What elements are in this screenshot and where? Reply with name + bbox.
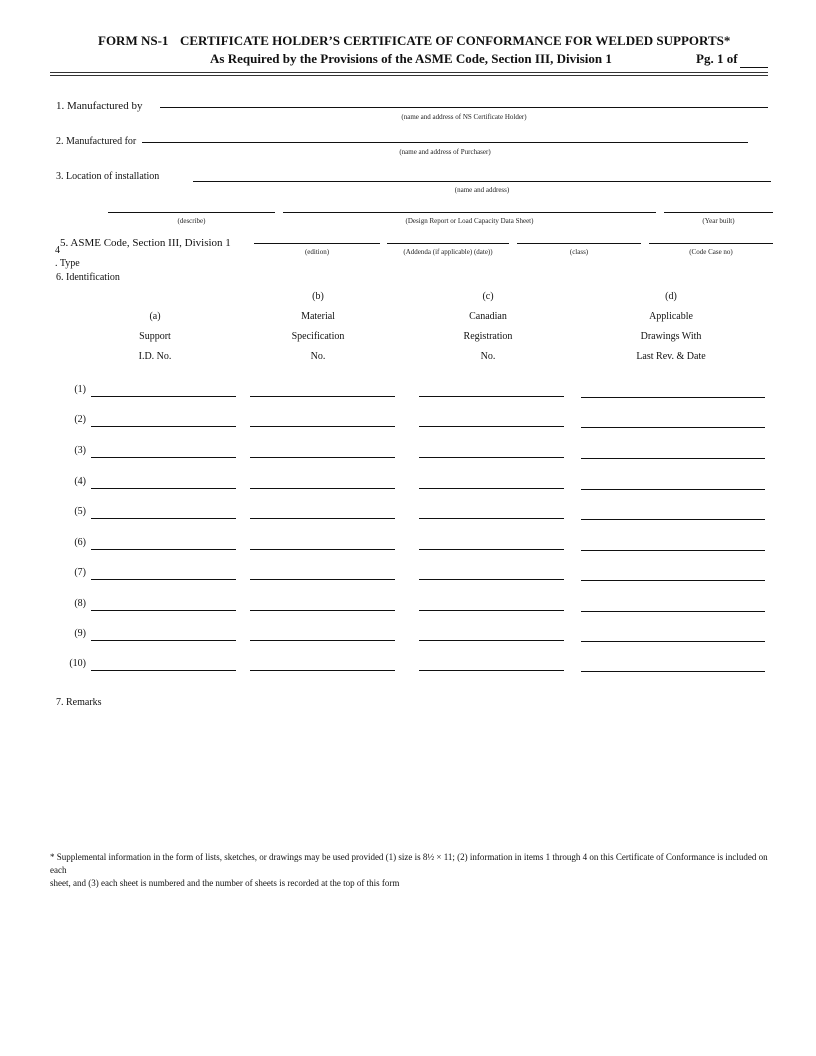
canadian-reg-field[interactable]	[419, 549, 564, 550]
manufactured-by-label: 1. Manufactured by	[56, 100, 143, 112]
location-label: 3. Location of installation	[56, 171, 160, 182]
form-title: CERTIFICATE HOLDER’S CERTIFICATE OF CONFORMANCE FOR WELDED SUPPORTS*	[180, 33, 731, 48]
edition-caption: (edition)	[304, 248, 330, 256]
row-number: (6)	[74, 537, 86, 548]
item-4-number: 4	[55, 245, 60, 256]
remarks-label: 7. Remarks	[56, 697, 102, 708]
row-number: (5)	[74, 506, 86, 517]
year-built-field[interactable]	[664, 212, 773, 213]
describe-caption: (describe)	[177, 217, 206, 225]
edition-field[interactable]	[254, 243, 380, 244]
footnote-line-2: sheet, and (3) each sheet is numbered and the number of sheets is recorded at the top of this form	[50, 878, 400, 888]
canadian-reg-field[interactable]	[419, 396, 564, 397]
class-caption: (class)	[569, 248, 589, 256]
support-id-field[interactable]	[91, 488, 236, 489]
column-c-line3: No.	[480, 351, 496, 362]
canadian-reg-field[interactable]	[419, 426, 564, 427]
footnote-line-1: * Supplemental information in the form of lists, sketches, or drawings may be used provided (1) size is 8½ × 11; (2) information in items 1 through 4 on this Certificate of Conformance is included on each	[50, 852, 768, 875]
addenda-caption: (Addenda (if applicable) (date))	[403, 248, 493, 256]
row-number: (10)	[69, 658, 86, 669]
identification-label: 6. Identification	[56, 272, 120, 283]
support-id-field[interactable]	[91, 549, 236, 550]
column-d-line1: Applicable	[649, 311, 693, 322]
row-number: (1)	[74, 384, 86, 395]
column-a-letter: (a)	[149, 311, 161, 322]
drawings-field[interactable]	[581, 641, 765, 642]
drawings-field[interactable]	[581, 519, 765, 520]
column-b-letter: (b)	[312, 291, 324, 302]
form-id: FORM NS-1	[98, 33, 169, 48]
canadian-reg-field[interactable]	[419, 640, 564, 641]
material-spec-field[interactable]	[250, 670, 395, 671]
drawings-field[interactable]	[581, 611, 765, 612]
support-id-field[interactable]	[91, 640, 236, 641]
material-spec-field[interactable]	[250, 457, 395, 458]
support-id-field[interactable]	[91, 426, 236, 427]
form-subtitle: As Required by the Provisions of the ASME Code, Section III, Division 1	[210, 51, 612, 66]
column-c-line2: Registration	[463, 331, 513, 342]
material-spec-field[interactable]	[250, 640, 395, 641]
column-d-line2: Drawings With	[640, 331, 702, 342]
page-count-field[interactable]	[740, 67, 768, 68]
location-field[interactable]	[193, 181, 771, 182]
design-report-field[interactable]	[283, 212, 656, 213]
drawings-field[interactable]	[581, 671, 765, 672]
location-caption: (name and address)	[454, 186, 510, 194]
material-spec-field[interactable]	[250, 549, 395, 550]
row-number: (8)	[74, 598, 86, 609]
column-d-letter: (d)	[665, 291, 677, 302]
drawings-field[interactable]	[581, 397, 765, 398]
addenda-field[interactable]	[387, 243, 509, 244]
header-divider	[50, 72, 768, 76]
support-id-field[interactable]	[91, 670, 236, 671]
material-spec-field[interactable]	[250, 518, 395, 519]
column-d-line3: Last Rev. & Date	[636, 351, 706, 362]
asme-code-label: 5. ASME Code, Section III, Division 1	[60, 237, 231, 249]
column-a-line2: Support	[139, 331, 171, 342]
column-c-line1: Canadian	[469, 311, 507, 322]
column-b-line1: Material	[301, 311, 335, 322]
material-spec-field[interactable]	[250, 426, 395, 427]
manufactured-by-field[interactable]	[160, 107, 768, 108]
class-field[interactable]	[517, 243, 641, 244]
material-spec-field[interactable]	[250, 488, 395, 489]
support-id-field[interactable]	[91, 610, 236, 611]
manufactured-for-field[interactable]	[142, 142, 748, 143]
column-c-letter: (c)	[482, 291, 494, 302]
design-report-caption: (Design Report or Load Capacity Data Sheet)	[405, 217, 534, 225]
support-id-field[interactable]	[91, 579, 236, 580]
support-id-field[interactable]	[91, 457, 236, 458]
drawings-field[interactable]	[581, 458, 765, 459]
year-built-caption: (Year built)	[702, 217, 735, 225]
support-id-field[interactable]	[91, 396, 236, 397]
type-describe-field[interactable]	[108, 212, 275, 213]
item-4-type-label: . Type	[55, 258, 80, 269]
material-spec-field[interactable]	[250, 396, 395, 397]
row-number: (3)	[74, 445, 86, 456]
code-case-caption: (Code Case no)	[689, 248, 733, 256]
canadian-reg-field[interactable]	[419, 488, 564, 489]
code-case-field[interactable]	[649, 243, 773, 244]
footnote	[50, 851, 768, 890]
canadian-reg-field[interactable]	[419, 518, 564, 519]
canadian-reg-field[interactable]	[419, 579, 564, 580]
page-label: Pg. 1 of	[696, 51, 738, 66]
canadian-reg-field[interactable]	[419, 610, 564, 611]
column-a-line3: I.D. No.	[138, 351, 172, 362]
drawings-field[interactable]	[581, 580, 765, 581]
manufactured-for-label: 2. Manufactured for	[56, 136, 137, 147]
column-b-line3: No.	[310, 351, 326, 362]
support-id-field[interactable]	[91, 518, 236, 519]
canadian-reg-field[interactable]	[419, 670, 564, 671]
row-number: (4)	[74, 476, 86, 487]
column-b-line2: Specification	[291, 331, 345, 342]
drawings-field[interactable]	[581, 489, 765, 490]
manufactured-for-caption: (name and address of Purchaser)	[399, 148, 491, 156]
canadian-reg-field[interactable]	[419, 457, 564, 458]
drawings-field[interactable]	[581, 427, 765, 428]
material-spec-field[interactable]	[250, 579, 395, 580]
row-number: (9)	[74, 628, 86, 639]
row-number: (2)	[74, 414, 86, 425]
manufactured-by-caption: (name and address of NS Certificate Holder)	[401, 113, 527, 121]
row-number: (7)	[74, 567, 86, 578]
drawings-field[interactable]	[581, 550, 765, 551]
material-spec-field[interactable]	[250, 610, 395, 611]
